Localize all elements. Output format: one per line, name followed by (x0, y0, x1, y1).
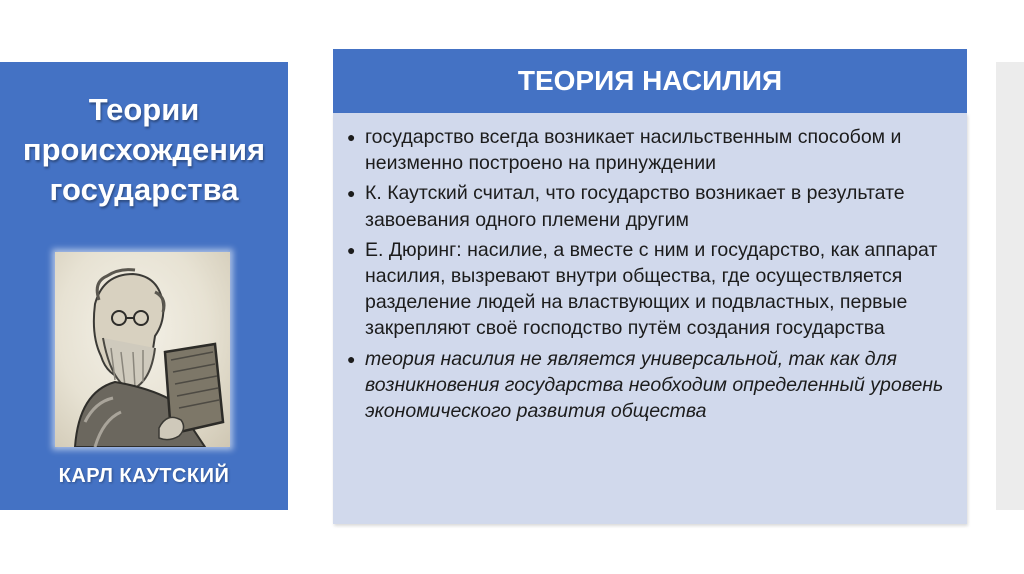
bullet-text: теория насилия не является универсальной, так как для возникновения государства необходим определенный уровень экономического развития общества (365, 347, 944, 423)
bullet-icon: ● (347, 185, 356, 202)
bullet-item (347, 180, 947, 232)
bullet-icon: ● (347, 350, 356, 367)
content-box (333, 113, 967, 524)
left-panel (0, 62, 288, 510)
bullet-item (347, 237, 947, 342)
bullet-text: Е. Дюринг: насилие, а вместе с ним и государство, как аппарат насилия, вызревают внутри общества, где осуществляется разделение людей на властвующих и подвластных, первые закрепляют своё господство путём создания государства (365, 238, 938, 340)
bullet-text: государство всегда возникает насильственным способом и неизменно построено на принуждении (365, 126, 902, 175)
bullet-item (347, 346, 947, 425)
kautsky-portrait (55, 252, 230, 447)
slide-title: Теории происхождения государства (22, 92, 266, 207)
next-slide-edge (996, 62, 1024, 510)
bullet-list (333, 113, 967, 424)
portrait-drawing (55, 252, 230, 447)
bullet-icon: ● (347, 241, 356, 258)
bullet-item (347, 124, 947, 176)
bullet-icon: ● (347, 129, 356, 145)
portrait-caption: КАРЛ КАУТСКИЙ (58, 465, 230, 487)
bullet-text: К. Каутский считал, что государство возникает в результате завоевания одного племени другим (365, 182, 905, 231)
section-header: ТЕОРИЯ НАСИЛИЯ (333, 49, 967, 113)
